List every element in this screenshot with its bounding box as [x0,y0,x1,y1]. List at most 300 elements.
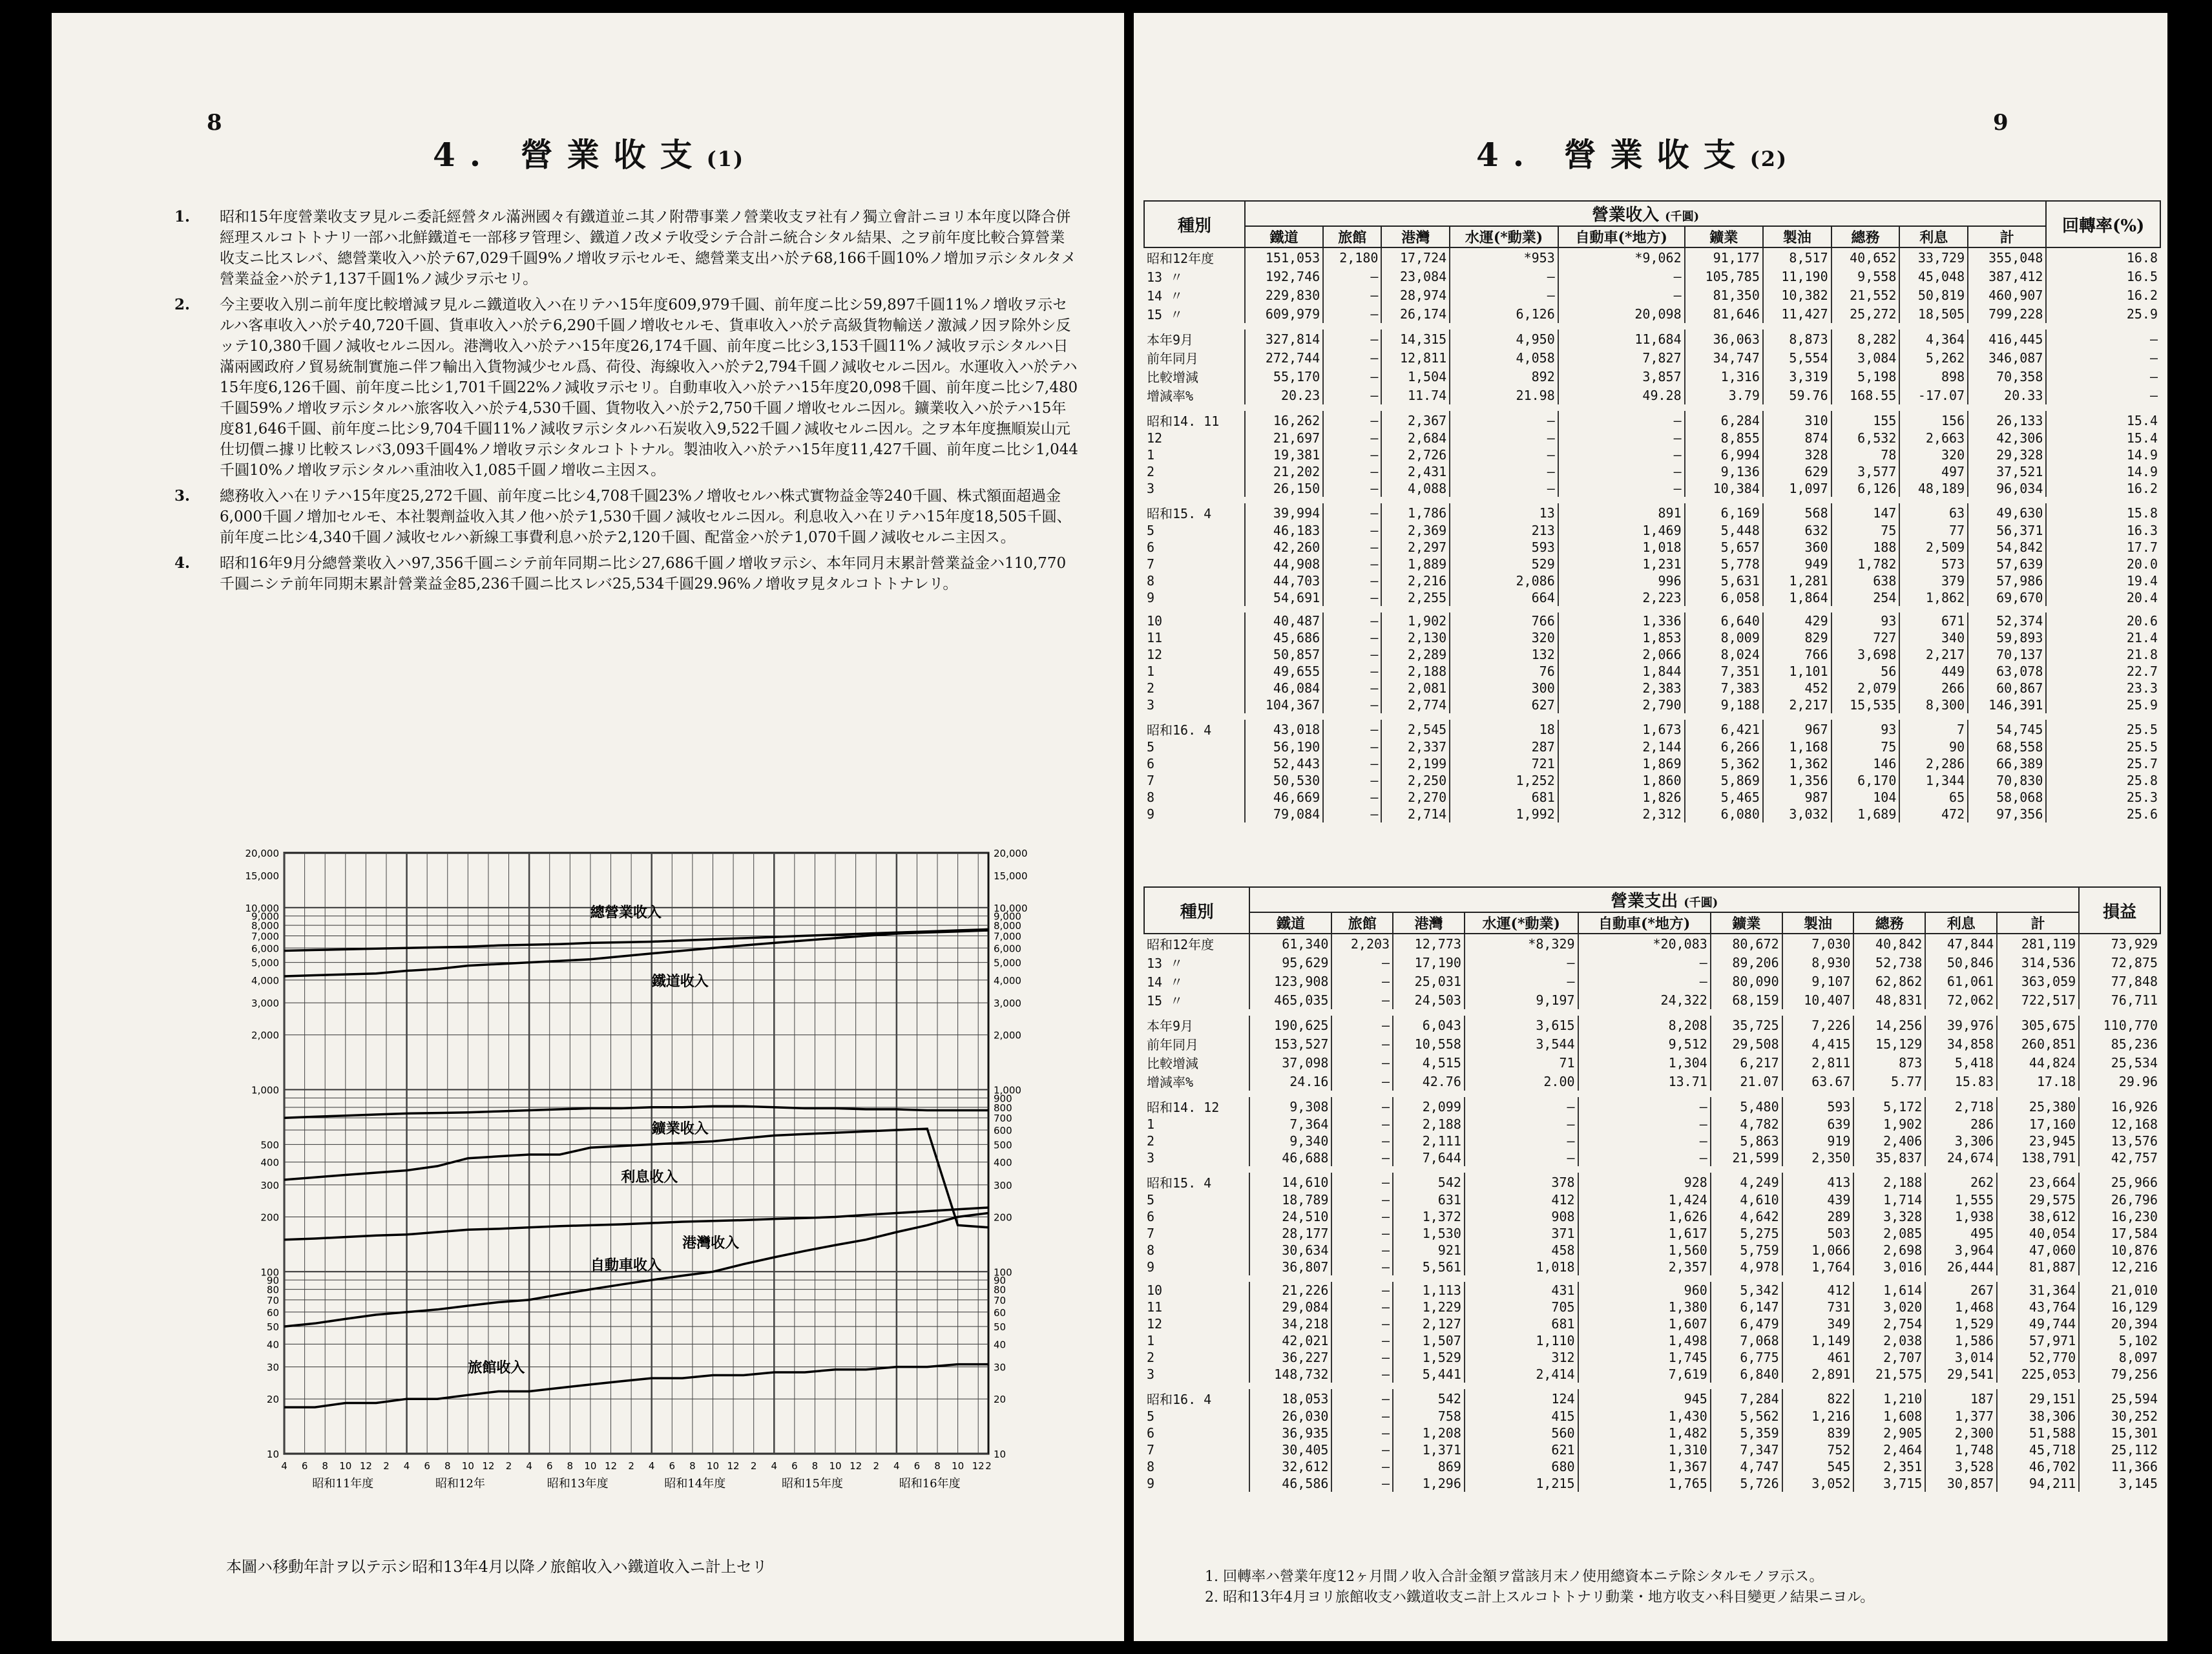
table-cell: 3,020 [1853,1299,1925,1315]
table-cell: 1,149 [1782,1332,1854,1349]
table-cell: 5,359 [1711,1425,1782,1441]
x-tick-label: 10 [584,1460,597,1472]
row-label: 3 [1147,697,1155,713]
table-cell: 495 [1925,1225,1997,1242]
table-cell: 3,528 [1925,1458,1997,1475]
revenue-log-chart [174,840,1092,1551]
table-cell: 46,084 [1245,680,1323,696]
table-cell: 5,562 [1711,1408,1782,1425]
table-cell: 48,189 [1899,480,1968,497]
table-cell: 59.76 [1763,386,1831,404]
table-cell: 15.83 [1925,1072,1997,1091]
table-cell: 4,364 [1899,330,1968,348]
table-row [1144,990,2160,1009]
table-cell: 416,445 [1968,330,2046,348]
table-cell: 461 [1782,1349,1854,1366]
table-cell: 39,994 [1245,503,1323,522]
table-cell: 26,133 [1968,411,2046,430]
table-cell: 2,099 [1393,1097,1465,1116]
table-cell: 1,482 [1578,1425,1711,1441]
x-tick-label: 12 [850,1460,862,1472]
table-cell: 1,507 [1393,1332,1465,1349]
y-tick-label: 40 [266,1339,279,1351]
table-row [1144,1149,2160,1166]
row-label: 8 [1147,1459,1155,1474]
table-row [1144,556,2160,572]
table-cell: 29,328 [1968,446,2046,463]
table-cell: — [1331,1408,1393,1425]
table-row [1144,1332,2160,1349]
table-cell: 49,744 [1997,1315,2079,1332]
table-cell: 57,971 [1997,1332,2079,1349]
spacer-row [1144,404,2160,411]
table-cell: — [1323,589,1381,606]
group-header [1245,201,2046,226]
column-header: 計 [1997,912,2079,934]
table-cell: 8,930 [1782,953,1854,972]
table-cell: 7,351 [1685,663,1763,680]
table-row [1144,1034,2160,1053]
spacer-row [1144,1009,2160,1016]
y-tick-label: 60 [266,1306,279,1319]
table-cell: 412 [1782,1282,1854,1299]
table-cell: 1,252 [1450,772,1558,789]
table-cell: 17,190 [1393,953,1465,972]
x-tick-label: 12 [604,1460,618,1472]
table-cell: — [1331,1366,1393,1383]
series-label: 自動車收入 [590,1257,662,1274]
table-cell: 17,160 [1997,1116,2079,1133]
table-cell: 7 [1899,720,1968,738]
table-cell: — [1323,430,1381,446]
table-cell: 132 [1450,646,1558,663]
table-row [1144,367,2160,386]
row-label: 14 〃 [1147,288,1184,304]
table-cell: — [1331,1034,1393,1053]
x-group-label: 昭和14年度 [664,1477,726,1491]
table-cell: 46,688 [1249,1149,1331,1166]
table-cell: 431 [1465,1282,1578,1299]
y-tick-label-right: 60 [994,1306,1007,1319]
table-cell: 7,068 [1711,1332,1782,1349]
table-cell: 829 [1763,629,1831,646]
table-cell: 621 [1465,1441,1578,1458]
table-cell: — [1465,1116,1578,1133]
table-cell: 9,188 [1685,696,1763,713]
table-cell: 138,791 [1997,1149,2079,1166]
table-cell: 1,101 [1763,663,1831,680]
table-cell: 3,857 [1558,367,1685,386]
tail-cell: 79,256 [2079,1366,2160,1383]
table-cell: 23,084 [1381,267,1450,286]
spacer-row [1144,1275,2160,1282]
table-cell: — [1323,572,1381,589]
table-cell: 225,053 [1997,1366,2079,1383]
table-cell: — [1331,1053,1393,1072]
tail-cell: 29.96 [2079,1072,2160,1091]
y-tick-label-right: 2,000 [994,1029,1021,1042]
y-tick-label-right: 300 [994,1179,1012,1191]
table-cell: — [1558,286,1685,304]
row-label: 8 [1147,573,1155,589]
row-label: 6 [1147,756,1155,771]
table-cell: 2,188 [1381,663,1450,680]
x-tick-label: 6 [669,1460,676,1472]
table-cell: 1,066 [1782,1242,1854,1259]
table-cell: 3,032 [1763,806,1831,822]
table-cell: 5,561 [1393,1259,1465,1275]
page-number-left: 8 [207,110,222,136]
table-cell: 146 [1831,755,1900,772]
table-cell: 2,066 [1558,646,1685,663]
table-cell: 1,992 [1450,806,1558,822]
table-cell: 21.98 [1450,386,1558,404]
y-tick-label: 50 [266,1321,279,1334]
table-cell: 320 [1450,629,1558,646]
y-tick-label: 2,000 [251,1029,279,1042]
table-cell: 46,669 [1245,789,1323,806]
table-cell: 96,034 [1968,480,2046,497]
table-cell: 15,129 [1853,1034,1925,1053]
x-tick-label: 4 [526,1460,532,1472]
table-cell: — [1578,1149,1711,1166]
table-cell: 314,536 [1997,953,2079,972]
table-cell: 1,889 [1381,556,1450,572]
expense-table [1143,886,2161,1492]
table-cell: 327,814 [1245,330,1323,348]
table-cell: 33,729 [1899,247,1968,267]
table-row [1144,348,2160,367]
table-cell: 63 [1899,503,1968,522]
table-cell: 29,575 [1997,1191,2079,1208]
table-cell: 1,216 [1782,1408,1854,1425]
table-cell: 8,024 [1685,646,1763,663]
table-cell: 2,337 [1381,738,1450,755]
page-number-right: 9 [1993,110,2009,136]
table-cell: 12,811 [1381,348,1450,367]
table-cell: 6,126 [1831,480,1900,497]
table-cell: 75 [1831,738,1900,755]
table-cell: 7,644 [1393,1149,1465,1166]
table-cell: 2,509 [1899,539,1968,556]
column-header: 港灣 [1381,226,1450,247]
table-cell: 1,316 [1685,367,1763,386]
group-title: 營業支出 [1611,892,1684,911]
table-cell: 155 [1831,411,1900,430]
x-tick-label: 8 [811,1460,819,1472]
table-cell: 2,127 [1393,1315,1465,1332]
left-page [52,13,1124,1641]
table-row [1144,1116,2160,1133]
table-cell: 23,664 [1997,1173,2079,1191]
table-cell: 18,053 [1249,1389,1331,1408]
table-cell: 34,218 [1249,1315,1331,1332]
table-cell: 452 [1763,680,1831,696]
tail-cell: 12,168 [2079,1116,2160,1133]
table-cell: 21,575 [1853,1366,1925,1383]
row-label: 昭和12年度 [1147,251,1215,266]
y-tick-label-right: 100 [994,1266,1012,1279]
column-header: 利息 [1925,912,1997,934]
table-cell: 1,110 [1465,1332,1578,1349]
table-cell: — [1323,696,1381,713]
tail-cell: 16.8 [2046,247,2160,267]
y-tick-label: 70 [266,1294,279,1306]
table-cell: 21,226 [1249,1282,1331,1299]
table-cell: 2,217 [1763,696,1831,713]
row-label: 1 [1147,1333,1155,1348]
y-tick-label: 5,000 [251,957,279,969]
y-tick-label-right: 3,000 [994,998,1021,1010]
table-cell: 2,188 [1393,1116,1465,1133]
column-header: 旅館 [1331,912,1393,934]
table-cell: 1,296 [1393,1475,1465,1492]
table-row [1144,1458,2160,1475]
y-tick-label-right: 500 [994,1139,1012,1151]
spacer-row [1144,1091,2160,1097]
tail-cell: 5,102 [2079,1332,2160,1349]
table-cell: 874 [1763,430,1831,446]
table-cell: 77 [1899,522,1968,539]
table-cell: 66,389 [1968,755,2046,772]
y-tick-label-right: 80 [994,1284,1007,1296]
table-cell: 49.28 [1558,386,1685,404]
spacer-row [1144,323,2160,330]
table-cell: 3,014 [1925,1349,1997,1366]
table-cell: 593 [1782,1097,1854,1116]
table-cell: — [1331,1016,1393,1034]
table-cell: 38,612 [1997,1208,2079,1225]
table-cell: 40,487 [1245,612,1323,629]
table-cell: 26,174 [1381,304,1450,323]
table-cell: 349 [1782,1315,1854,1332]
tail-cell: — [2046,330,2160,348]
table-cell: 6,147 [1711,1299,1782,1315]
table-cell: 3.79 [1685,386,1763,404]
table-row [1144,1475,2160,1492]
table-row [1144,972,2160,990]
table-cell: — [1578,1133,1711,1149]
table-cell: 1,617 [1578,1225,1711,1242]
table-cell: 1,614 [1853,1282,1925,1299]
table-cell: 1,231 [1558,556,1685,572]
table-cell: 90 [1899,738,1968,755]
table-cell: 560 [1465,1425,1578,1441]
row-label: 9 [1147,1476,1155,1491]
row-label: 5 [1147,1408,1155,1424]
table-cell: 1,555 [1925,1191,1997,1208]
series-label: 總營業收入 [590,904,662,921]
table-cell: 1,113 [1393,1282,1465,1299]
table-cell: 2,180 [1323,247,1381,267]
y-tick-label: 500 [260,1139,279,1151]
table-cell: 59,893 [1968,629,2046,646]
column-header: 旅館 [1323,226,1381,247]
table-cell: — [1331,1389,1393,1408]
table-cell: 10,382 [1763,286,1831,304]
table-cell: 11.74 [1381,386,1450,404]
title-suffix: (1) [706,147,745,171]
table-cell: -17.07 [1899,386,1968,404]
table-cell: 260,851 [1997,1034,2079,1053]
series-label: 旅館收入 [468,1359,525,1377]
table-cell: 945 [1578,1389,1711,1408]
table-cell: 1,689 [1831,806,1900,822]
table-row [1144,1097,2160,1116]
table-cell: 1,745 [1578,1349,1711,1366]
table-cell: — [1465,1097,1578,1116]
table-cell: 1,764 [1782,1259,1854,1275]
table-cell: 153,527 [1249,1034,1331,1053]
row-label: 14 〃 [1147,974,1184,990]
tail-cell: 16,129 [2079,1299,2160,1315]
table-cell: 39,976 [1925,1016,1997,1034]
tail-cell: 10,876 [2079,1242,2160,1259]
table-cell: 7,827 [1558,348,1685,367]
table-cell: 70,137 [1968,646,2046,663]
row-label: 13 〃 [1147,956,1184,971]
tail-cell: 20,394 [2079,1315,2160,1332]
table-cell: 2,790 [1558,696,1685,713]
table-cell: 42,306 [1968,430,2046,446]
table-cell: 21,599 [1711,1149,1782,1166]
table-cell: 4,747 [1711,1458,1782,1475]
table-cell: — [1578,1116,1711,1133]
row-label: 15 〃 [1147,993,1184,1009]
table-cell: 29,084 [1249,1299,1331,1315]
table-cell: 7,364 [1249,1116,1331,1133]
table-cell: 31,364 [1997,1282,2079,1299]
table-cell: — [1331,1259,1393,1275]
row-label: 增減率% [1147,1074,1194,1090]
row-label: 1 [1147,447,1155,463]
table-cell: — [1331,1133,1393,1149]
spacer-row [1144,1166,2160,1173]
table-cell: 869 [1393,1458,1465,1475]
row-label: 昭和16. 4 [1147,722,1212,738]
table-cell: 1,215 [1465,1475,1578,1492]
table-cell: — [1450,480,1558,497]
table-cell: 52,738 [1853,953,1925,972]
row-label: 7 [1147,1442,1155,1458]
table-cell: 1,377 [1925,1408,1997,1425]
row-label: 增減率% [1147,388,1194,404]
table-cell: 14,256 [1853,1016,1925,1034]
table-cell: 104,367 [1245,696,1323,713]
table-cell: 156 [1899,411,1968,430]
table-cell: 2,774 [1381,696,1450,713]
table-cell: 229,830 [1245,286,1323,304]
table-cell: 5,657 [1685,539,1763,556]
table-cell: 5,863 [1711,1133,1782,1149]
table-cell: 19,381 [1245,446,1323,463]
table-cell: 3,698 [1831,646,1900,663]
table-cell: 2,286 [1899,755,1968,772]
table-cell: 11,427 [1763,304,1831,323]
table-row [1144,1408,2160,1425]
table-cell: 68,558 [1968,738,2046,755]
table-cell: 42,021 [1249,1332,1331,1349]
table-cell: 11,190 [1763,267,1831,286]
table-cell: 4,782 [1711,1116,1782,1133]
table-cell: 2,406 [1853,1133,1925,1149]
footnote: 2. 昭和13年4月ヨリ旅館收支ハ鐵道收支ニ計上スルコトトナリ動業・地方收支ハ科目變更ノ結果ニヨル。 [1205,1589,1875,1606]
x-tick-label: 6 [791,1460,798,1472]
x-tick-label: 8 [934,1460,941,1472]
tail-cell: — [2046,367,2160,386]
tail-cell: 17,584 [2079,1225,2160,1242]
table-cell: 1,498 [1578,1332,1711,1349]
row-label: 7 [1147,556,1155,572]
table-row [1144,1016,2160,1034]
table-cell: 2,891 [1782,1366,1854,1383]
table-cell: 766 [1763,646,1831,663]
row-label: 昭和15. 4 [1147,506,1212,521]
table-cell: 2,250 [1381,772,1450,789]
table-cell: 664 [1450,589,1558,606]
table-cell: 81,350 [1685,286,1763,304]
table-cell: 18 [1450,720,1558,738]
table-cell: — [1331,1332,1393,1349]
table-cell: 1,860 [1558,772,1685,789]
table-row [1144,1072,2160,1091]
table-cell: 6,058 [1685,589,1763,606]
tail-cell: 13,576 [2079,1133,2160,1149]
table-cell: 2,086 [1450,572,1558,589]
page-title-right [1476,129,1788,176]
table-row [1144,1315,2160,1332]
table-cell: 722,517 [1997,990,2079,1009]
table-cell: 49,630 [1968,503,2046,522]
table-cell: 1,864 [1763,589,1831,606]
x-tick-label: 10 [829,1460,842,1472]
table-cell: — [1323,446,1381,463]
row-label: 本年9月 [1147,332,1194,348]
table-cell: 18,789 [1249,1191,1331,1208]
paragraph [174,486,1079,548]
table-cell: — [1578,953,1711,972]
table-cell: 46,183 [1245,522,1323,539]
table-cell: 97,356 [1968,806,2046,822]
series-label: 利息收入 [621,1168,678,1186]
table-row [1144,680,2160,696]
tail-cell: 21,010 [2079,1282,2160,1299]
table-cell: 2,350 [1782,1149,1854,1166]
table-cell: — [1331,1191,1393,1208]
table-cell: 8,300 [1899,696,1968,713]
table-cell: 671 [1899,612,1968,629]
table-row [1144,1366,2160,1383]
table-cell: 24,503 [1393,990,1465,1009]
table-cell: 2,223 [1558,589,1685,606]
table-cell: 2,383 [1558,680,1685,696]
table-cell: 4,415 [1782,1034,1854,1053]
table-cell: — [1465,1133,1578,1149]
table-cell: 1,469 [1558,522,1685,539]
table-cell: 54,691 [1245,589,1323,606]
row-header: 種別 [1144,887,1249,934]
y-tick-label-right: 6,000 [994,943,1021,955]
table-row [1144,1242,2160,1259]
table-cell: *953 [1450,247,1558,267]
table-cell: 458 [1465,1242,1578,1259]
table-cell: 873 [1853,1053,1925,1072]
table-cell: 5,362 [1685,755,1763,772]
x-tick-label: 12 [359,1460,372,1472]
table-cell: 2,905 [1853,1425,1925,1441]
tail-cell: 25,594 [2079,1389,2160,1408]
table-cell: 75 [1831,522,1900,539]
